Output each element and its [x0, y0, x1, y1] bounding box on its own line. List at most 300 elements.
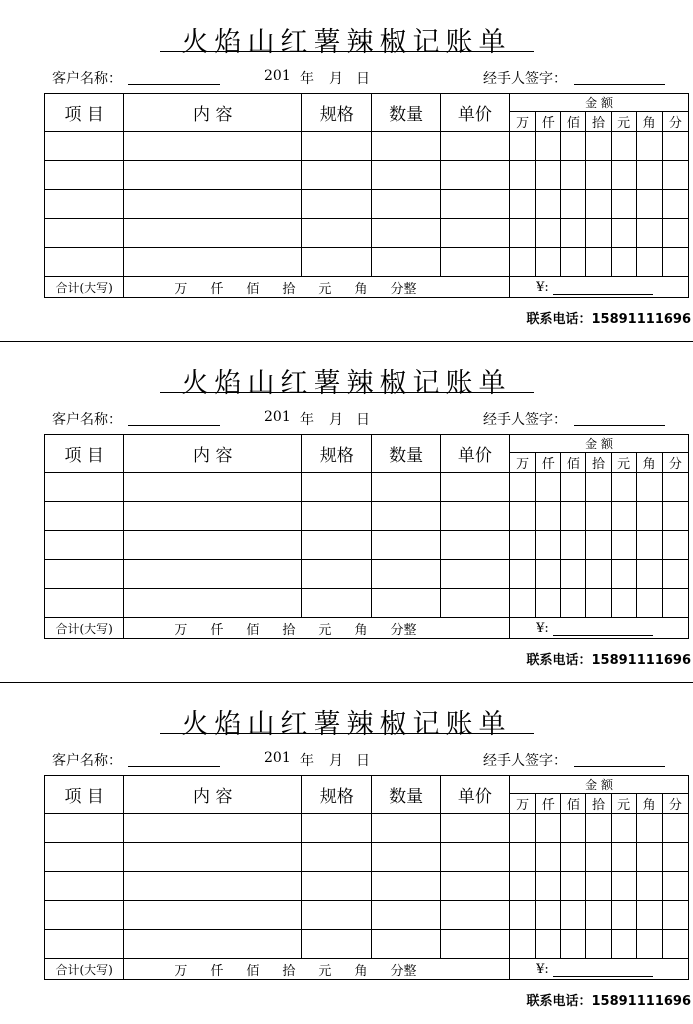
- capital-unit: 万: [174, 963, 188, 979]
- capital-unit: 佰: [246, 622, 260, 638]
- cell[interactable]: [536, 473, 561, 502]
- cell[interactable]: [372, 531, 440, 560]
- cell[interactable]: [611, 161, 636, 190]
- cell[interactable]: [586, 589, 611, 618]
- contact-phone: [526, 308, 691, 327]
- cell[interactable]: [662, 473, 688, 502]
- cell[interactable]: [561, 872, 586, 901]
- capital-unit: 拾: [282, 622, 296, 638]
- cell[interactable]: [586, 219, 611, 248]
- header-qty: 数量: [372, 776, 440, 814]
- customer-label: 客户名称：: [52, 753, 122, 769]
- cell[interactable]: [440, 901, 509, 930]
- yen-label: ¥:: [536, 279, 549, 295]
- cell[interactable]: [372, 930, 440, 959]
- amount-unit: 角: [636, 453, 662, 473]
- yen-underline: [553, 623, 653, 636]
- cell[interactable]: [440, 930, 509, 959]
- header-price: 单价: [440, 94, 509, 132]
- amount-unit: 佰: [561, 112, 586, 132]
- cell[interactable]: [662, 161, 688, 190]
- customer-name-field[interactable]: [128, 84, 220, 85]
- cell[interactable]: [536, 901, 561, 930]
- cell[interactable]: [636, 560, 662, 589]
- amount-unit: 仟: [536, 112, 561, 132]
- capital-unit: 佰: [246, 281, 260, 297]
- cell[interactable]: [302, 560, 372, 589]
- ledger-form-1: [0, 0, 693, 341]
- amount-unit: 万: [510, 794, 536, 814]
- header-item: 项 目: [45, 435, 124, 473]
- amount-unit: 佰: [561, 794, 586, 814]
- contact-phone: [526, 649, 691, 668]
- table-row: [45, 843, 689, 872]
- cell[interactable]: [586, 531, 611, 560]
- table-row: [45, 872, 689, 901]
- total-row: [45, 277, 689, 298]
- table-row: [45, 589, 689, 618]
- cell[interactable]: [440, 473, 509, 502]
- cell[interactable]: [510, 219, 536, 248]
- handler-signature-field[interactable]: [574, 84, 665, 85]
- cell[interactable]: [372, 219, 440, 248]
- header-spec: 规格: [302, 776, 372, 814]
- cell[interactable]: [124, 473, 302, 502]
- header-content: 内 容: [124, 435, 302, 473]
- cell[interactable]: [611, 814, 636, 843]
- cell[interactable]: [586, 502, 611, 531]
- cell[interactable]: [636, 248, 662, 277]
- ledger-table: [44, 434, 689, 639]
- total-row: [45, 618, 689, 639]
- cell[interactable]: [124, 190, 302, 219]
- cell[interactable]: [536, 161, 561, 190]
- cell[interactable]: [586, 560, 611, 589]
- cell[interactable]: [636, 589, 662, 618]
- cell[interactable]: [536, 872, 561, 901]
- date-year-unit: 年: [300, 71, 314, 87]
- date-day-unit: 日: [356, 71, 370, 87]
- cell[interactable]: [536, 531, 561, 560]
- cell[interactable]: [662, 560, 688, 589]
- cell[interactable]: [302, 502, 372, 531]
- date-year: 201: [264, 68, 291, 84]
- table-row: [45, 219, 689, 248]
- cell[interactable]: [636, 930, 662, 959]
- cell[interactable]: [586, 190, 611, 219]
- cell[interactable]: [510, 248, 536, 277]
- cell[interactable]: [45, 560, 124, 589]
- cell[interactable]: [124, 843, 302, 872]
- cell[interactable]: [611, 502, 636, 531]
- cell[interactable]: [124, 248, 302, 277]
- cell[interactable]: [124, 872, 302, 901]
- customer-name-field[interactable]: [128, 425, 220, 426]
- cell[interactable]: [45, 502, 124, 531]
- handler-label: 经手人签字：: [483, 753, 567, 769]
- cell[interactable]: [536, 814, 561, 843]
- cell[interactable]: [440, 132, 509, 161]
- cell[interactable]: [636, 531, 662, 560]
- cell[interactable]: [536, 589, 561, 618]
- cell[interactable]: [611, 132, 636, 161]
- cell[interactable]: [662, 219, 688, 248]
- cell[interactable]: [45, 161, 124, 190]
- cell[interactable]: [372, 814, 440, 843]
- capital-unit: 佰: [246, 963, 260, 979]
- cell[interactable]: [372, 190, 440, 219]
- cell[interactable]: [124, 589, 302, 618]
- cell[interactable]: [124, 930, 302, 959]
- cell[interactable]: [510, 872, 536, 901]
- capital-amount-field[interactable]: [124, 618, 510, 639]
- amount-unit: 元: [611, 112, 636, 132]
- table-row: [45, 190, 689, 219]
- date-year-unit: 年: [300, 753, 314, 769]
- capital-unit: 角: [354, 963, 368, 979]
- amount-unit: 仟: [536, 453, 561, 473]
- header-amount: 金 额: [510, 94, 689, 112]
- cell[interactable]: [45, 531, 124, 560]
- ledger-table: [44, 93, 689, 298]
- cell[interactable]: [611, 930, 636, 959]
- cell[interactable]: [45, 589, 124, 618]
- cell[interactable]: [510, 901, 536, 930]
- cell[interactable]: [662, 190, 688, 219]
- cell[interactable]: [302, 132, 372, 161]
- cell[interactable]: [124, 901, 302, 930]
- cell[interactable]: [510, 930, 536, 959]
- cell[interactable]: [561, 473, 586, 502]
- header-qty: 数量: [372, 435, 440, 473]
- cell[interactable]: [510, 589, 536, 618]
- contact-phone: [526, 990, 691, 1009]
- amount-unit: 分: [662, 453, 688, 473]
- cell[interactable]: [510, 531, 536, 560]
- cell[interactable]: [302, 930, 372, 959]
- cell[interactable]: [536, 248, 561, 277]
- cell[interactable]: [662, 843, 688, 872]
- cell[interactable]: [440, 161, 509, 190]
- cell[interactable]: [510, 132, 536, 161]
- phone-label: 联系电话：: [526, 653, 592, 668]
- cell[interactable]: [440, 502, 509, 531]
- cell[interactable]: [510, 502, 536, 531]
- phone-label: 联系电话：: [526, 994, 592, 1009]
- cell[interactable]: [662, 248, 688, 277]
- cell[interactable]: [510, 190, 536, 219]
- table-row: [45, 901, 689, 930]
- table-row: [45, 248, 689, 277]
- form-title: 火焰山红薯辣椒记账单: [181, 709, 512, 740]
- amount-unit: 拾: [586, 453, 611, 473]
- header-content: 内 容: [124, 776, 302, 814]
- date-month-unit: 月: [329, 71, 343, 87]
- cell[interactable]: [45, 190, 124, 219]
- cell[interactable]: [662, 132, 688, 161]
- header-item: 项 目: [45, 776, 124, 814]
- handler-label: 经手人签字：: [483, 412, 567, 428]
- cell[interactable]: [440, 190, 509, 219]
- total-label: 合计(大写): [45, 959, 124, 980]
- cell[interactable]: [440, 219, 509, 248]
- cell[interactable]: [302, 473, 372, 502]
- cell[interactable]: [636, 814, 662, 843]
- cell[interactable]: [45, 473, 124, 502]
- capital-unit: 仟: [210, 963, 224, 979]
- cell[interactable]: [536, 219, 561, 248]
- cell[interactable]: [510, 814, 536, 843]
- cell[interactable]: [586, 843, 611, 872]
- cell[interactable]: [586, 161, 611, 190]
- capital-unit: 元: [318, 963, 332, 979]
- capital-amount-field[interactable]: [124, 959, 510, 980]
- cell[interactable]: [561, 190, 586, 219]
- cell[interactable]: [372, 248, 440, 277]
- cell[interactable]: [636, 219, 662, 248]
- cell[interactable]: [302, 814, 372, 843]
- cell[interactable]: [536, 502, 561, 531]
- phone-number: 15891111696: [591, 994, 691, 1009]
- cell[interactable]: [561, 589, 586, 618]
- cell[interactable]: [611, 560, 636, 589]
- cell[interactable]: [586, 814, 611, 843]
- cell[interactable]: [124, 219, 302, 248]
- capital-unit: 分整: [390, 281, 417, 297]
- cell[interactable]: [586, 930, 611, 959]
- header-item: 项 目: [45, 94, 124, 132]
- cell[interactable]: [510, 473, 536, 502]
- header-content: 内 容: [124, 94, 302, 132]
- cell[interactable]: [586, 132, 611, 161]
- cell[interactable]: [372, 502, 440, 531]
- cell[interactable]: [302, 248, 372, 277]
- cell[interactable]: [45, 843, 124, 872]
- cell[interactable]: [124, 531, 302, 560]
- cell[interactable]: [510, 560, 536, 589]
- cell[interactable]: [662, 531, 688, 560]
- cell[interactable]: [611, 589, 636, 618]
- cell[interactable]: [586, 248, 611, 277]
- amount-unit: 元: [611, 453, 636, 473]
- cell[interactable]: [302, 531, 372, 560]
- date-day-unit: 日: [356, 412, 370, 428]
- amount-unit: 万: [510, 453, 536, 473]
- cell[interactable]: [372, 560, 440, 589]
- cell[interactable]: [561, 901, 586, 930]
- cell[interactable]: [302, 161, 372, 190]
- cell[interactable]: [510, 161, 536, 190]
- cell[interactable]: [636, 843, 662, 872]
- cell[interactable]: [586, 901, 611, 930]
- cell[interactable]: [561, 219, 586, 248]
- cell[interactable]: [586, 473, 611, 502]
- amount-unit: 元: [611, 794, 636, 814]
- cell[interactable]: [302, 190, 372, 219]
- cell[interactable]: [561, 930, 586, 959]
- cell[interactable]: [636, 473, 662, 502]
- customer-label: 客户名称：: [52, 412, 122, 428]
- table-row: [45, 132, 689, 161]
- cell[interactable]: [561, 502, 586, 531]
- cell[interactable]: [561, 814, 586, 843]
- cell[interactable]: [611, 473, 636, 502]
- table-row: [45, 161, 689, 190]
- yen-underline: [553, 964, 653, 977]
- yen-amount-field[interactable]: [510, 277, 689, 298]
- cell[interactable]: [124, 814, 302, 843]
- phone-number: 15891111696: [591, 312, 691, 327]
- total-row: [45, 959, 689, 980]
- cell[interactable]: [611, 901, 636, 930]
- header-price: 单价: [440, 435, 509, 473]
- amount-unit: 分: [662, 794, 688, 814]
- cell[interactable]: [45, 814, 124, 843]
- cell[interactable]: [636, 872, 662, 901]
- amount-unit: 万: [510, 112, 536, 132]
- cell[interactable]: [510, 843, 536, 872]
- table-row: [45, 502, 689, 531]
- cell[interactable]: [636, 502, 662, 531]
- capital-unit: 拾: [282, 963, 296, 979]
- date-year: 201: [264, 750, 291, 766]
- cell[interactable]: [440, 814, 509, 843]
- cell[interactable]: [662, 502, 688, 531]
- form-title: 火焰山红薯辣椒记账单: [181, 27, 512, 58]
- table-row: [45, 814, 689, 843]
- customer-label: 客户名称：: [52, 71, 122, 87]
- cell[interactable]: [662, 589, 688, 618]
- cell[interactable]: [372, 473, 440, 502]
- cell[interactable]: [124, 132, 302, 161]
- cell[interactable]: [636, 190, 662, 219]
- cell[interactable]: [662, 872, 688, 901]
- cell[interactable]: [662, 814, 688, 843]
- cell[interactable]: [302, 901, 372, 930]
- handler-signature-field[interactable]: [574, 766, 665, 767]
- amount-unit: 角: [636, 112, 662, 132]
- cell[interactable]: [45, 901, 124, 930]
- cell[interactable]: [586, 872, 611, 901]
- capital-unit: 角: [354, 622, 368, 638]
- cell[interactable]: [611, 219, 636, 248]
- capital-amount-field[interactable]: [124, 277, 510, 298]
- title-underline: [160, 392, 534, 393]
- title-underline: [160, 51, 534, 52]
- date-month-unit: 月: [329, 412, 343, 428]
- cell[interactable]: [124, 161, 302, 190]
- yen-label: ¥:: [536, 620, 549, 636]
- cell[interactable]: [372, 589, 440, 618]
- title-underline: [160, 733, 534, 734]
- cell[interactable]: [536, 930, 561, 959]
- cell[interactable]: [124, 560, 302, 589]
- cell[interactable]: [536, 843, 561, 872]
- table-row: [45, 531, 689, 560]
- cell[interactable]: [636, 132, 662, 161]
- ledger-form-2: [0, 341, 693, 682]
- header-price: 单价: [440, 776, 509, 814]
- capital-unit: 元: [318, 622, 332, 638]
- cell[interactable]: [302, 872, 372, 901]
- cell[interactable]: [536, 190, 561, 219]
- cell[interactable]: [124, 502, 302, 531]
- cell[interactable]: [372, 901, 440, 930]
- cell[interactable]: [561, 560, 586, 589]
- header-spec: 规格: [302, 435, 372, 473]
- cell[interactable]: [636, 161, 662, 190]
- amount-unit: 拾: [586, 794, 611, 814]
- ledger-form-3: [0, 682, 693, 1023]
- cell[interactable]: [302, 843, 372, 872]
- cell[interactable]: [662, 901, 688, 930]
- cell[interactable]: [611, 190, 636, 219]
- cell[interactable]: [372, 132, 440, 161]
- capital-unit: 仟: [210, 622, 224, 638]
- phone-number: 15891111696: [591, 653, 691, 668]
- cell[interactable]: [372, 872, 440, 901]
- cell[interactable]: [536, 132, 561, 161]
- date-year-unit: 年: [300, 412, 314, 428]
- handler-label: 经手人签字：: [483, 71, 567, 87]
- header-spec: 规格: [302, 94, 372, 132]
- cell[interactable]: [302, 219, 372, 248]
- customer-name-field[interactable]: [128, 766, 220, 767]
- cell[interactable]: [372, 161, 440, 190]
- cell[interactable]: [440, 843, 509, 872]
- cell[interactable]: [440, 560, 509, 589]
- cell[interactable]: [440, 589, 509, 618]
- cell[interactable]: [45, 872, 124, 901]
- cell[interactable]: [636, 901, 662, 930]
- table-row: [45, 560, 689, 589]
- cell[interactable]: [662, 930, 688, 959]
- cell[interactable]: [611, 843, 636, 872]
- cell[interactable]: [536, 560, 561, 589]
- cell[interactable]: [440, 872, 509, 901]
- cell[interactable]: [561, 843, 586, 872]
- yen-label: ¥:: [536, 961, 549, 977]
- handler-signature-field[interactable]: [574, 425, 665, 426]
- cell[interactable]: [561, 248, 586, 277]
- cell[interactable]: [45, 219, 124, 248]
- cell[interactable]: [45, 248, 124, 277]
- cell[interactable]: [440, 531, 509, 560]
- capital-unit: 分整: [390, 622, 417, 638]
- total-label: 合计(大写): [45, 277, 124, 298]
- cell[interactable]: [440, 248, 509, 277]
- cell[interactable]: [561, 161, 586, 190]
- table-row: [45, 930, 689, 959]
- yen-amount-field[interactable]: [510, 618, 689, 639]
- cell[interactable]: [611, 248, 636, 277]
- cell[interactable]: [611, 872, 636, 901]
- amount-unit: 佰: [561, 453, 586, 473]
- table-row: [45, 473, 689, 502]
- cell[interactable]: [372, 843, 440, 872]
- capital-unit: 拾: [282, 281, 296, 297]
- cell[interactable]: [611, 531, 636, 560]
- cell[interactable]: [45, 930, 124, 959]
- yen-amount-field[interactable]: [510, 959, 689, 980]
- cell[interactable]: [45, 132, 124, 161]
- capital-unit: 万: [174, 281, 188, 297]
- cell[interactable]: [561, 531, 586, 560]
- capital-unit: 仟: [210, 281, 224, 297]
- cell[interactable]: [302, 589, 372, 618]
- yen-underline: [553, 282, 653, 295]
- cell[interactable]: [561, 132, 586, 161]
